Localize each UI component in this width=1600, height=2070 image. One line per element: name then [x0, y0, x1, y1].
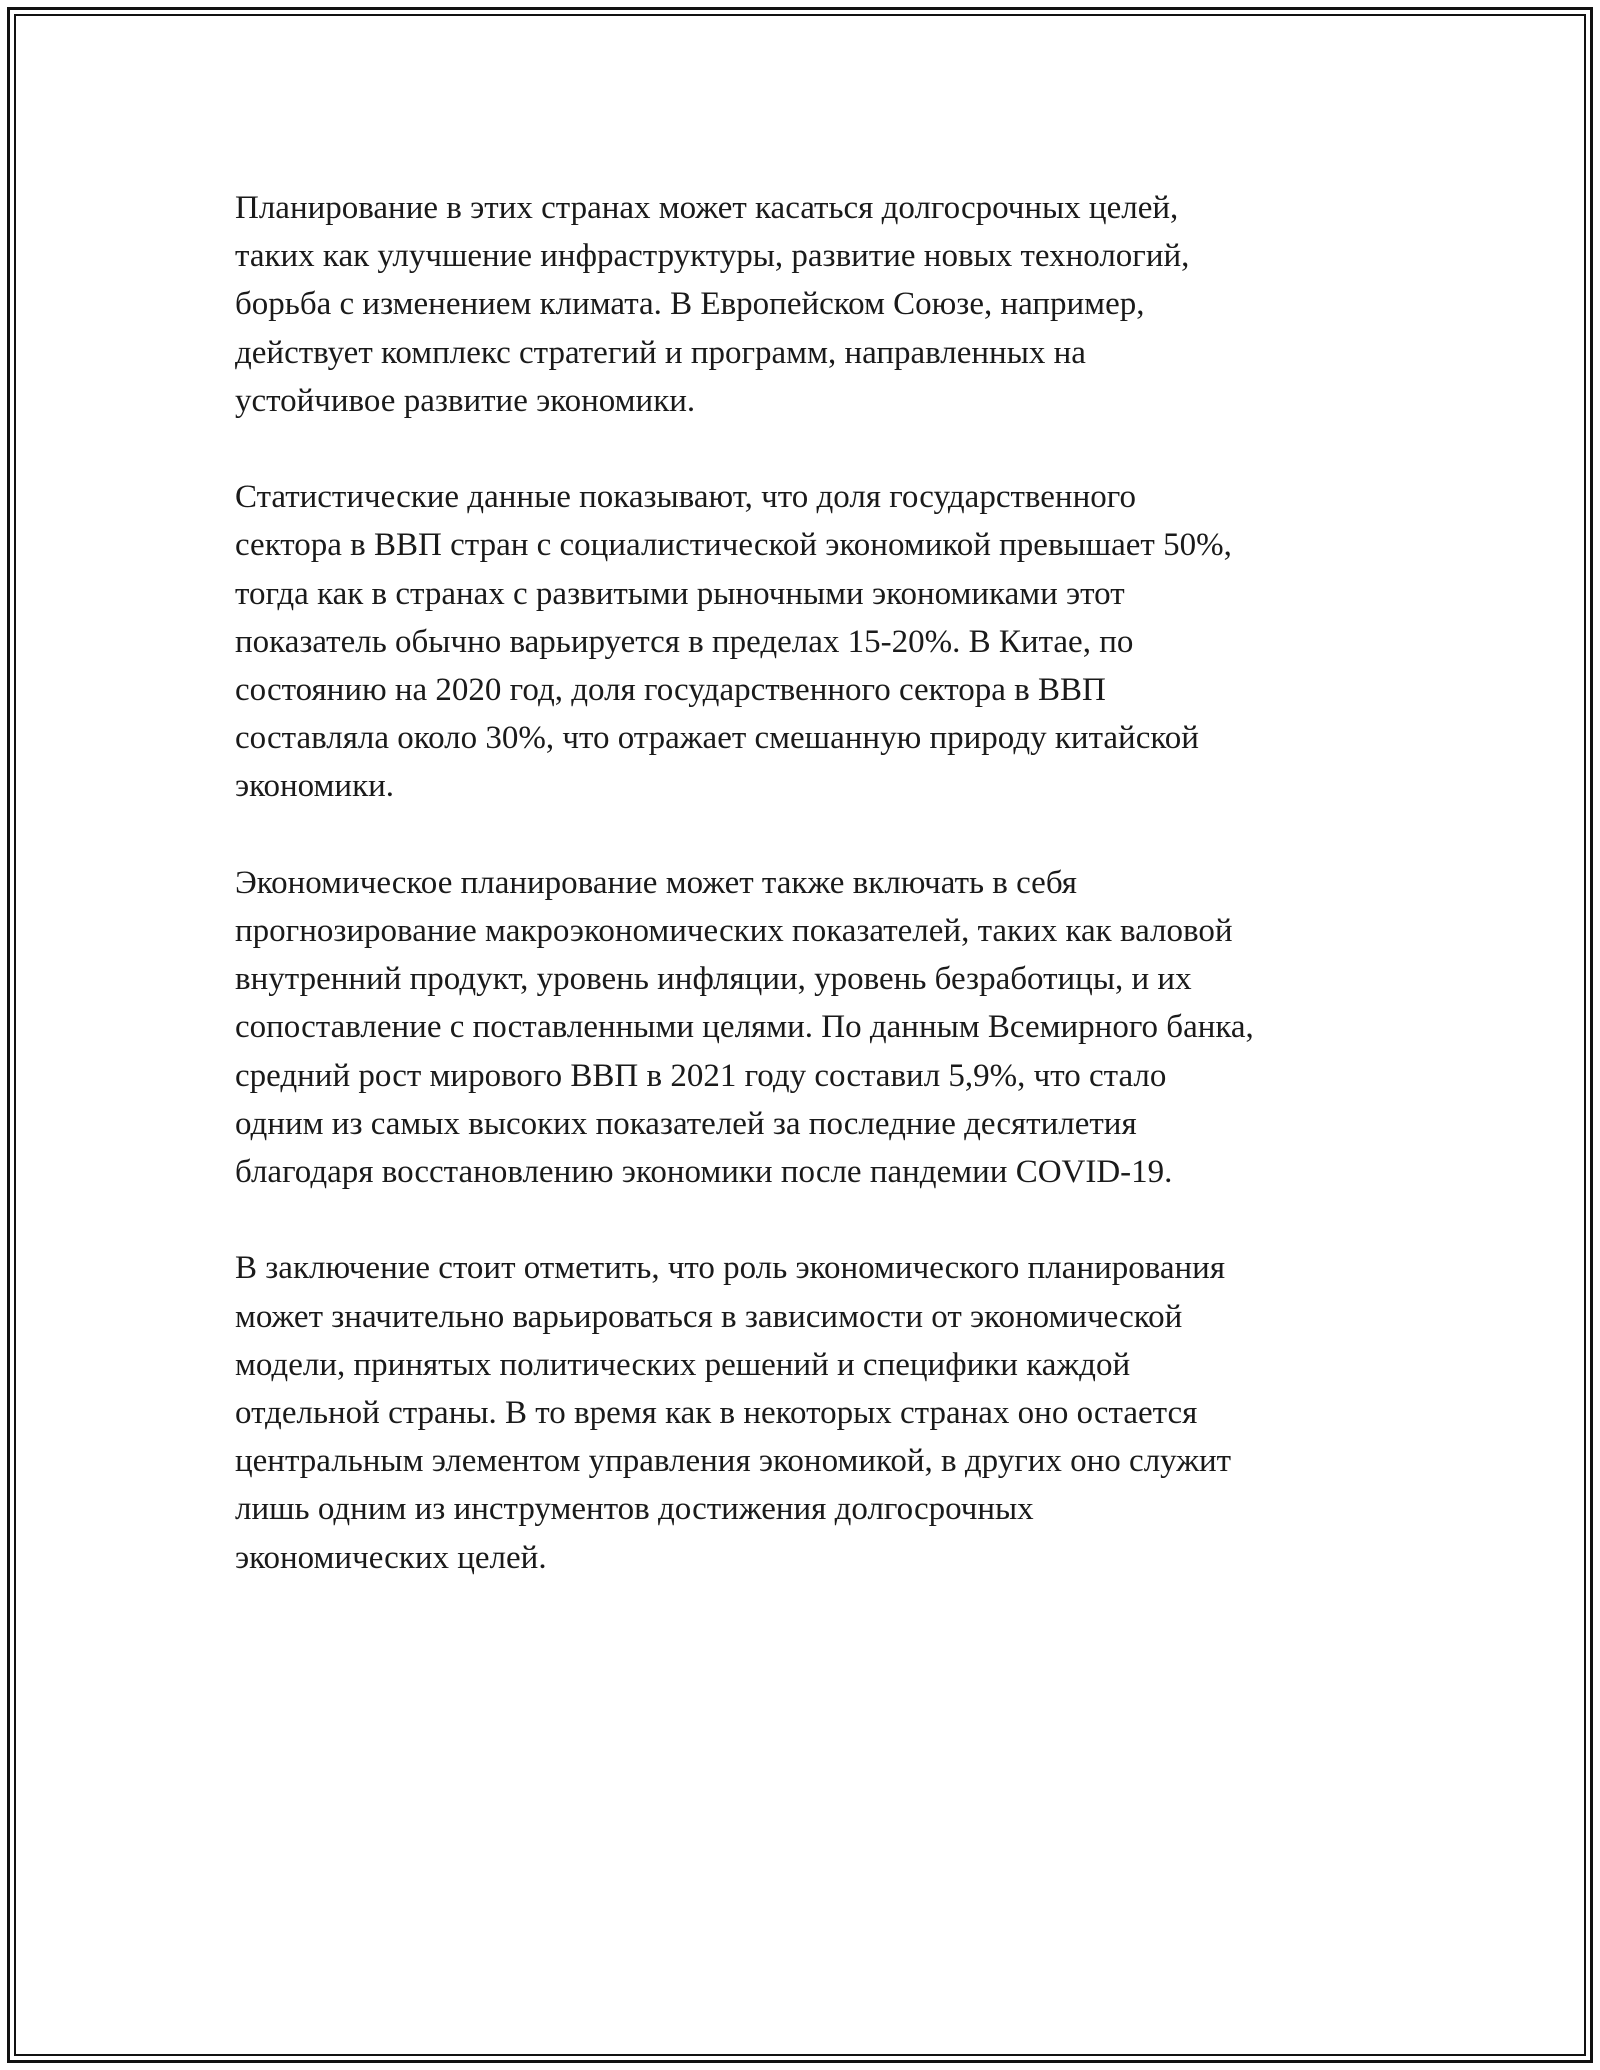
paragraph-planning-goals: Планирование в этих странах может касаться долгосрочных целей, таких как улучшение инфраструктуры, развитие новых технологий, борьба с изменением климата. В Европейском Союзе, например, действует комплекс стратегий и программ, направленных на устойчивое развитие экономики. — [235, 190, 1190, 419]
paragraph-forecasting: Экономическое планирование может также включать в себя прогнозирование макроэкономических показателей, таких как валовой внутренний продукт, уровень инфляции, уровень безработицы, и их сопоставление с поставленными целями. По данным Всемирного банка, средний рост мирового ВВП в 2021 году составил 5,9%, что стало одним из самых высоких показателей за последние десятилетия благодаря восстановлению экономики после пандемии COVID-19. — [235, 864, 1254, 1191]
paragraph-conclusion: В заключение стоит отметить, что роль экономического планирования может значительно варьироваться в зависимости от экономической модели, принятых политических решений и специфики каждой отдельной страны. В то время как в некоторых странах оно остается центральным элементом управления экономикой, в других оно служит лишь одним из инструментов достижения долгосрочных экономических целей. — [235, 1250, 1232, 1576]
document-body — [235, 184, 1395, 1582]
paragraph-statistics: Статистические данные показывают, что доля государственного сектора в ВВП стран с социалистической экономикой превышает 50%, тогда как в странах с развитыми рыночными экономиками этот показатель обычно варьируется в пределах 15-20%. В Китае, по состоянию на 2020 год, доля государственного сектора в ВВП составляла около 30%, что отражает смешанную природу китайской экономики. — [235, 479, 1232, 805]
